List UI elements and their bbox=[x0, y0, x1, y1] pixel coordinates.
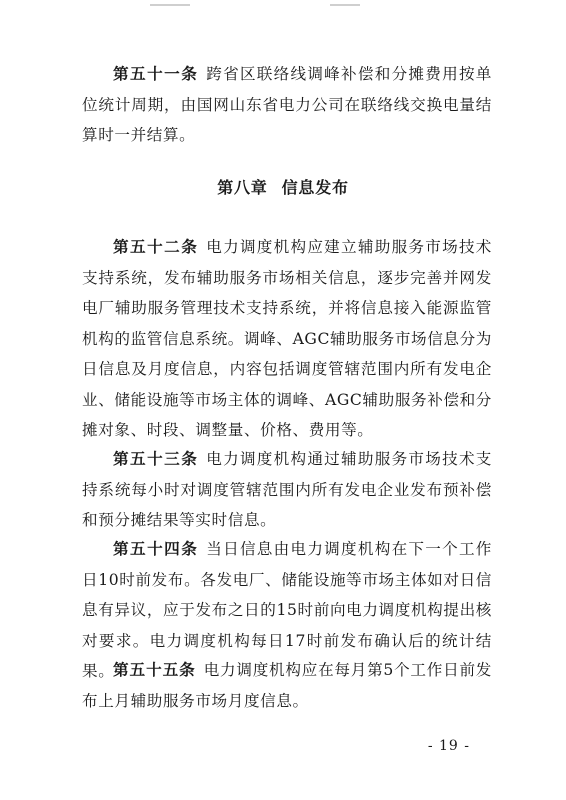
page-number: - 19 - bbox=[427, 738, 470, 754]
scan-artifact bbox=[330, 4, 360, 6]
article-52 bbox=[82, 232, 492, 446]
chapter-number: 第八章 bbox=[217, 178, 268, 197]
article-text: 跨省区联络线调峰补偿和分摊费用按单位统计周期，由国网山东省电力公司在联络线交换电量结算时一并结算。 bbox=[82, 65, 492, 144]
article-51 bbox=[82, 59, 492, 151]
article-label: 第五十一条 bbox=[113, 65, 199, 83]
article-55 bbox=[82, 655, 492, 716]
article-text: 电力调度机构通过辅助服务市场技术支持系统每小时对调度管辖范围内所有发电企业发布预补偿和预分摊结果等实时信息。 bbox=[82, 450, 492, 529]
chapter-heading bbox=[0, 175, 566, 198]
article-label: 第五十五条 bbox=[113, 661, 196, 679]
article-label: 第五十四条 bbox=[113, 540, 199, 558]
article-label: 第五十二条 bbox=[113, 238, 199, 256]
article-53 bbox=[82, 444, 492, 536]
article-text: 电力调度机构应建立辅助服务市场技术支持系统，发布辅助服务市场相关信息，逐步完善并网发电厂辅助服务管理技术支持系统，并将信息接入能源监管机构的监管信息系统。调峰、AGC辅助服务市场信息分为日信息及月度信息，内容包括调度管辖范围内所有发电企业、储能设施等市场主体的调峰、AGC辅助服务补偿和分摊对象、时段、调整量、价格、费用等。 bbox=[82, 238, 492, 439]
article-label: 第五十三条 bbox=[113, 450, 199, 468]
chapter-title: 信息发布 bbox=[281, 178, 349, 197]
article-text: 当日信息由电力调度机构在下一个工作日10时前发布。各发电厂、储能设施等市场主体如对日信息有异议，应于发布之日的15时前向电力调度机构提出核对要求。电力调度机构每日17时前发布确认后的统计结果。 bbox=[82, 540, 492, 680]
article-text: 电力调度机构应在每月第5个工作日前发布上月辅助服务市场月度信息。 bbox=[82, 661, 492, 710]
scan-artifact bbox=[150, 4, 190, 6]
